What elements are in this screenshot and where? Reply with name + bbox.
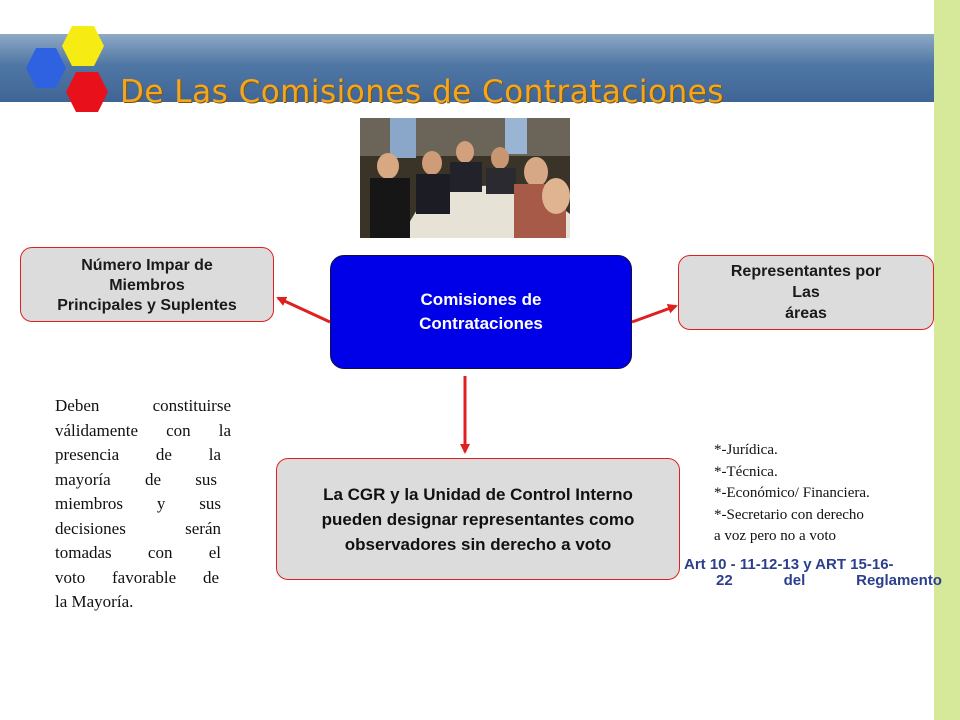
arrow-to-right-box xyxy=(632,306,676,322)
list-item: *-Jurídica. xyxy=(714,442,778,458)
members-box xyxy=(20,247,274,322)
commissions-line-1: Comisiones de xyxy=(420,290,542,309)
article-line-1: Art 10 - 11-12-13 y ART 15-16- xyxy=(684,556,894,573)
commissions-line-2: Contrataciones xyxy=(419,314,543,333)
members-line-1: Número Impar de xyxy=(81,256,213,274)
paragraph-line: presencia de la xyxy=(55,445,221,464)
page-title: De Las Comisiones de Contrataciones xyxy=(120,74,724,110)
representatives-box xyxy=(678,255,934,330)
article-reference xyxy=(684,557,948,589)
article-word: Reglamento xyxy=(856,572,942,589)
list-item: a voz pero no a voto xyxy=(714,528,837,544)
paragraph-line: miembros y sus xyxy=(55,494,221,513)
article-word: 22 xyxy=(716,572,733,589)
areas-list xyxy=(714,440,934,548)
arrow-to-left-box xyxy=(278,298,330,322)
paragraph-line: mayoría de sus xyxy=(55,469,217,489)
list-item: *-Técnica. xyxy=(714,463,778,480)
representatives-line-3: áreas xyxy=(785,305,827,322)
list-item: *-Económico/ Financiera. xyxy=(714,485,870,501)
paragraph-line: válidamente con la xyxy=(55,420,231,440)
list-item: *-Secretario con derecho xyxy=(714,506,864,523)
observers-line-2: pueden designar representantes como xyxy=(321,509,635,529)
members-line-3: Principales y Suplentes xyxy=(57,296,237,314)
observers-box xyxy=(276,458,680,580)
representatives-line-1: Representantes por xyxy=(730,263,882,280)
paragraph-line: Deben constituirse xyxy=(55,396,231,415)
members-line-2: Miembros xyxy=(109,276,185,294)
article-word: del xyxy=(783,572,806,589)
representatives-line-2: Las xyxy=(792,284,820,301)
article-line-2 xyxy=(684,573,948,589)
paragraph-line: la Mayoría. xyxy=(55,592,134,611)
quorum-paragraph xyxy=(55,394,231,615)
blue-hexagon xyxy=(26,48,66,88)
red-hexagon xyxy=(66,72,108,112)
observers-line-1: La CGR y la Unidad de Control Interno xyxy=(323,484,633,504)
observers-line-3: observadores sin derecho a voto xyxy=(344,534,612,554)
paragraph-line: voto favorable de xyxy=(55,567,219,587)
commissions-box xyxy=(330,255,632,369)
paragraph-line: tomadas con el xyxy=(55,543,221,562)
meeting-photo xyxy=(360,118,570,238)
three-hexagons-logo-icon xyxy=(22,22,122,118)
side-accent-bar xyxy=(934,0,960,720)
yellow-hexagon xyxy=(62,26,104,66)
paragraph-line: decisiones serán xyxy=(55,518,221,538)
